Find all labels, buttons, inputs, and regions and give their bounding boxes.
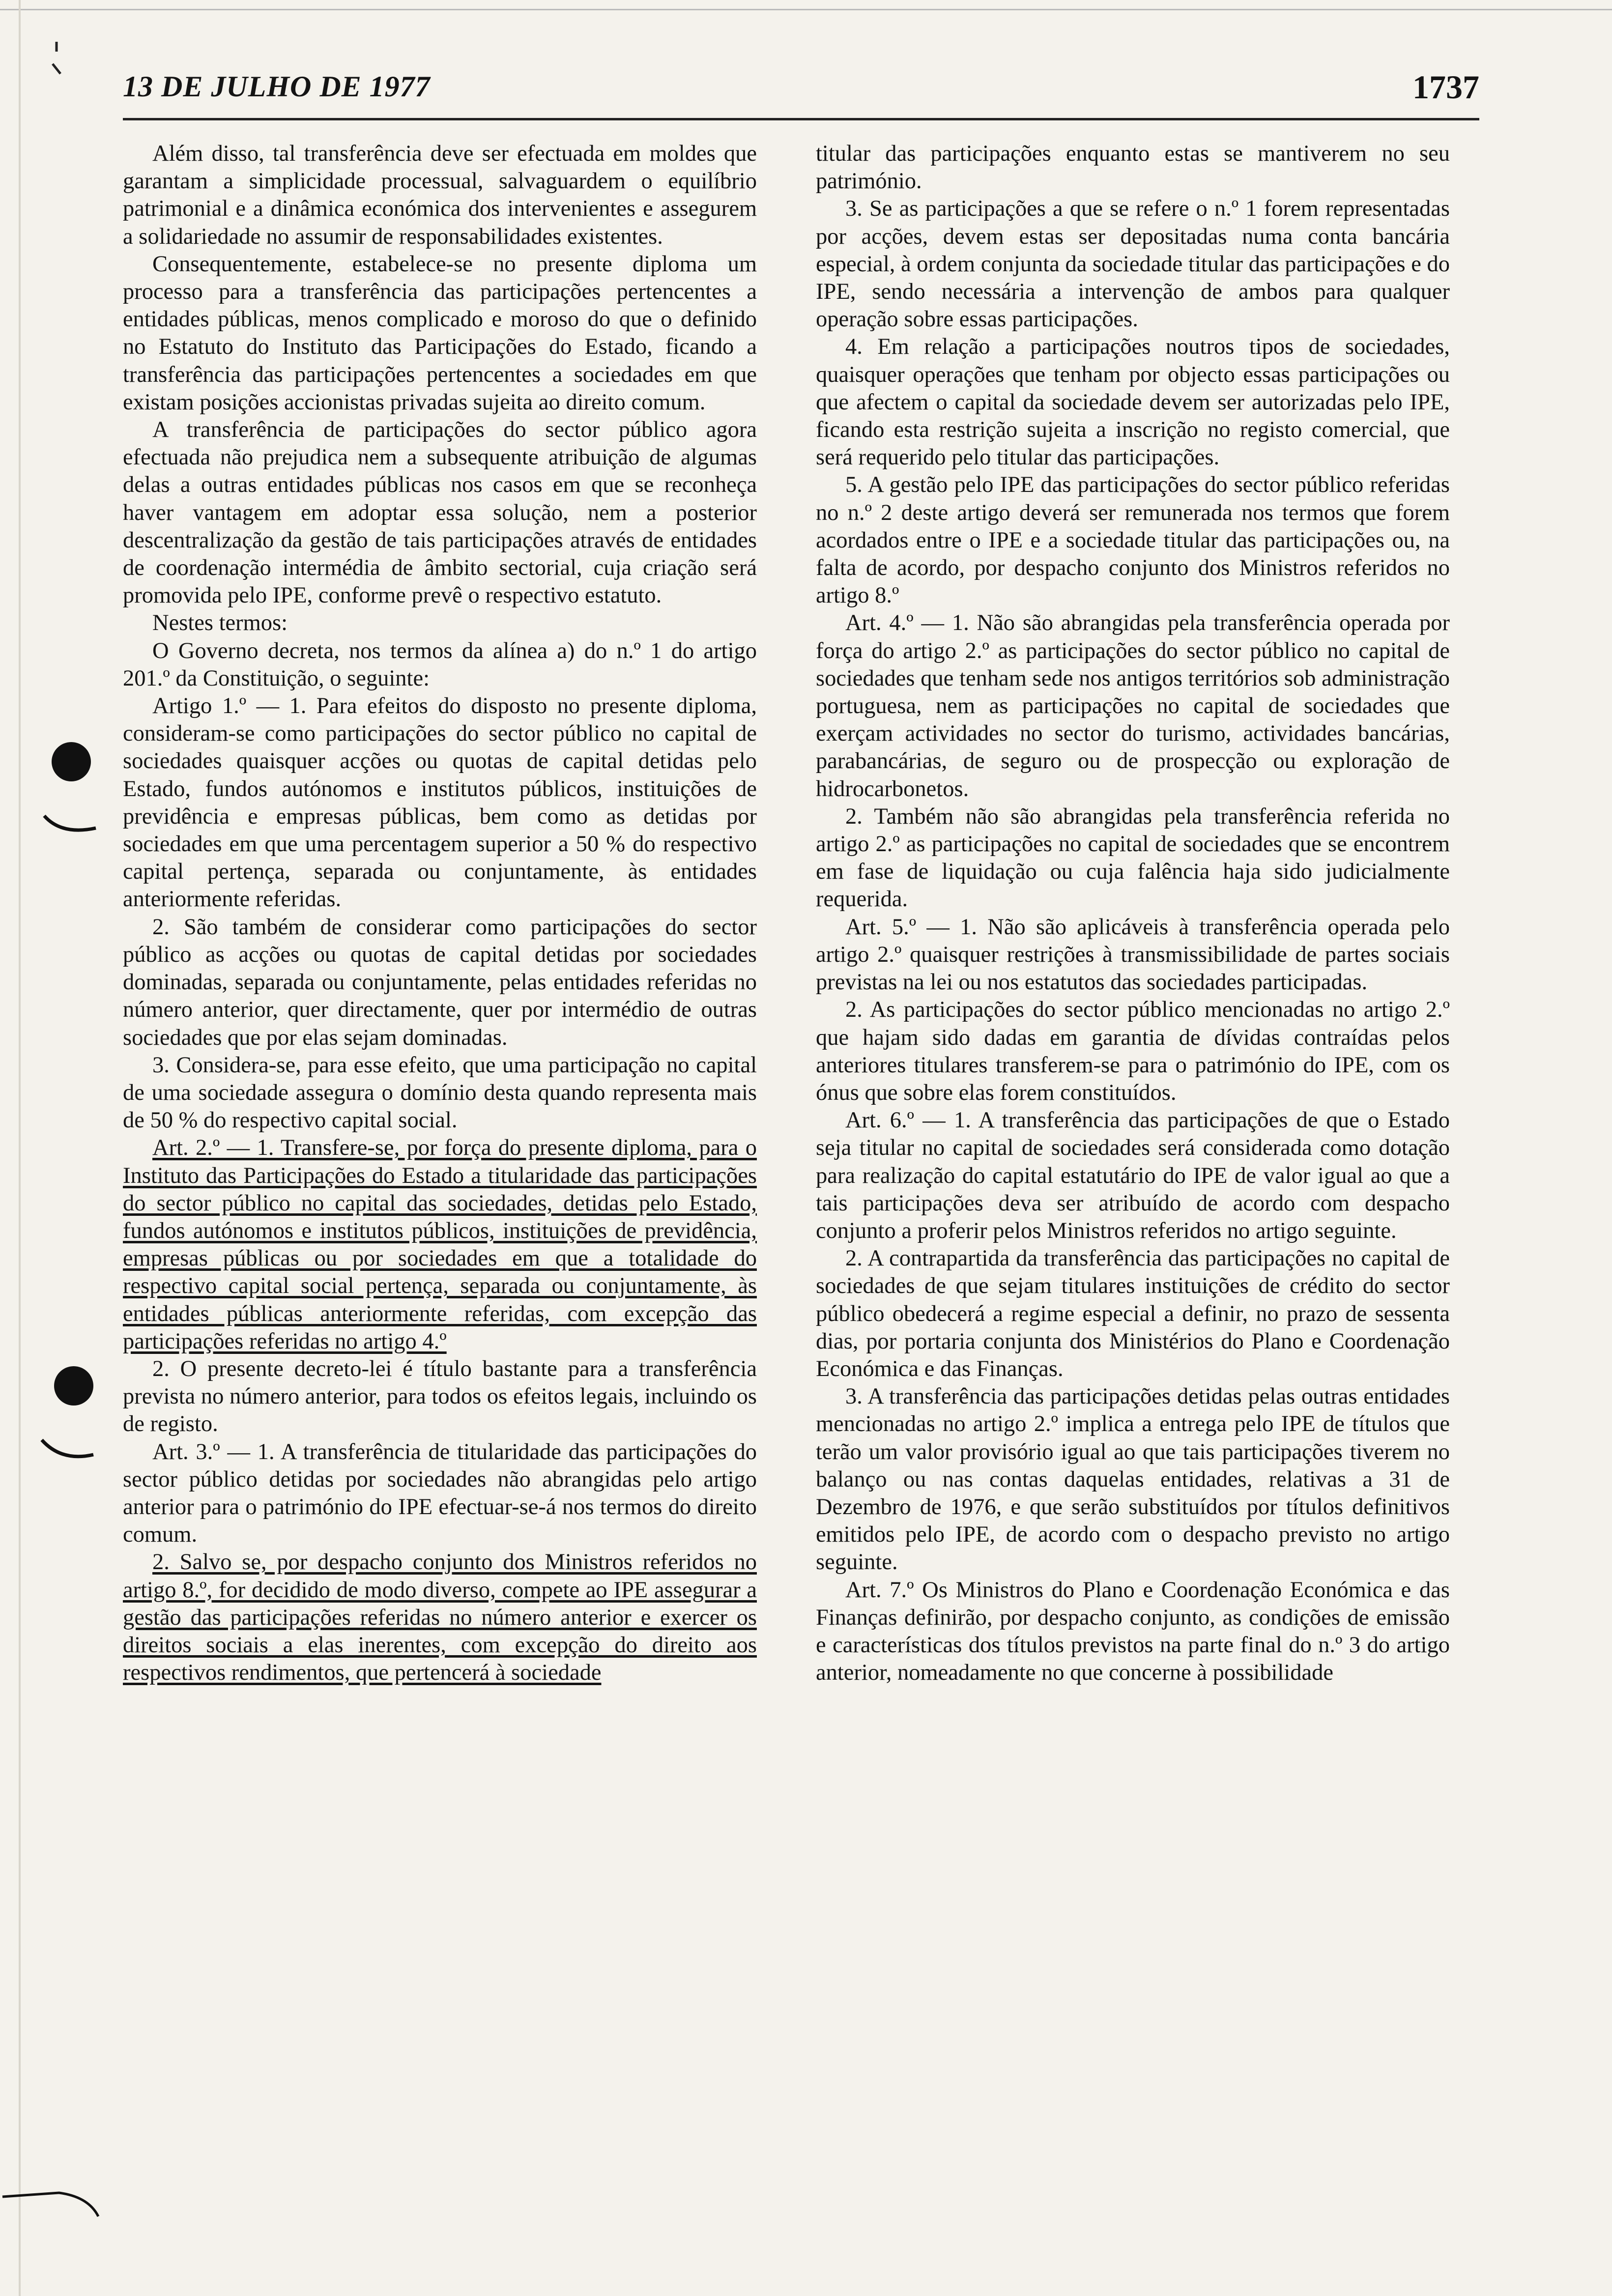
paragraph: titular das participações enquanto estas se mantiverem no seu património. <box>816 141 1450 194</box>
paragraph: 2. A contrapartida da transferência das participações no capital de sociedades de que sejam titulares instituições de crédito do sector público obedecerá a regime especial a definir, no prazo de sessenta dias, por portaria conjunta dos Ministérios do Plano e Coordenação Económica e das Finanças. <box>816 1246 1450 1381</box>
margin-scribble <box>42 806 101 840</box>
article-5-paragraph: Art. 5.º — 1. Não são aplicáveis à transferência operada pelo artigo 2.º quaisquer restrições à transmissibilidade de partes sociais previstas na lei ou nos estatutos das sociedades participadas. <box>816 914 1450 995</box>
paragraph: 5. A gestão pelo IPE das participações do sector público referidas no n.º 2 deste artigo deverá ser remunerada nos termos que forem acordados entre o IPE e a sociedade titular das participações ou, na falta de acordo, por despacho conjunto dos Ministros referidos no artigo 8.º <box>816 472 1450 608</box>
paragraph: 2. O presente decreto-lei é título bastante para a transferência prevista no número anterior, para todos os efeitos legais, incluindo os de registo. <box>123 1356 757 1437</box>
paragraph: 3. Se as participações a que se refere o n.º 1 forem representadas por acções, devem estas ser depositadas numa conta bancária especial, à ordem conjunta da sociedade titular das participações e do IPE, sendo necessária a intervenção de ambos para qualquer operação sobre essas participações. <box>816 196 1450 332</box>
paragraph: 4. Em relação a participações noutros tipos de sociedades, quaisquer operações que tenham por objecto essas participações ou que afectem o capital da sociedade devem ser autorizadas pelo IPE, ficando esta restrição sujeita a inscrição no registo comercial, que será requerido pelo titular das participações. <box>816 334 1450 470</box>
scan-binding-edge <box>19 0 21 2296</box>
paragraph: 2. As participações do sector público mencionadas no artigo 2.º que hajam sido dadas em garantia de dívidas contraídas pelos anteriores titulares transferem-se para o património do IPE, com os ónus que sobre elas forem constituídos. <box>816 997 1450 1105</box>
paragraph: O Governo decreta, nos termos da alínea a) do n.º 1 do artigo 201.º da Constituição, o seguinte: <box>123 638 757 691</box>
margin-scribble <box>39 1435 98 1469</box>
article-2-paragraph-underlined: Art. 2.º — 1. Transfere-se, por força do presente diploma, para o Instituto das Participações do Estado a titularidade das participações do sector público no capital das sociedades, detidas pelo Estado, fundos autónomos e institutos públicos, instituições de previdência, empresas públicas ou por sociedades em que a totalidade do respectivo capital social pertença, separada ou conjuntamente, às entidades públicas anteriormente referidas, com excepção das participações referidas no artigo 4.º <box>123 1135 757 1354</box>
paragraph: 2. Também não são abrangidas pela transferência referida no artigo 2.º as participações no capital de sociedades que se encontrem em fase de liquidação ou cuja falência haja sido judicialmente requerida. <box>816 804 1450 912</box>
paragraph: 3. Considera-se, para esse efeito, que uma participação no capital de uma sociedade assegura o domínio desta quando representa mais de 50 % do respectivo capital social. <box>123 1052 757 1133</box>
page-number: 1737 <box>1412 68 1479 106</box>
article-6-paragraph: Art. 6.º — 1. A transferência das participações de que o Estado seja titular no capital de sociedades será considerada como dotação para realização do capital estatutário do IPE de valor igual ao que a tais participações deva ser atribuído de acordo com despacho conjunto a proferir pelos Ministros referidos no artigo seguinte. <box>816 1108 1450 1243</box>
paragraph: 2. São também de considerar como participações do sector público as acções ou quotas de capital detidas por sociedades dominadas, separada ou conjuntamente, pelas entidades referidas no número anterior, quer directamente, quer por intermédio de outras sociedades que por elas sejam dominadas. <box>123 914 757 1050</box>
article-3-paragraph: Art. 3.º — 1. A transferência de titularidade das participações do sector público detidas por sociedades não abrangidas pelo artigo anterior para o património do IPE efectuar-se-á nos termos do direito comum. <box>123 1439 757 1548</box>
paragraph: Consequentemente, estabelece-se no presente diploma um processo para a transferência das participações pertencentes a entidades públicas, menos complicado e moroso do que o definido no Estatuto do Instituto das Participações do Estado, ficando a transferência das participações pertencentes a sociedades em que existam posições accionistas privadas sujeita ao direito comum. <box>123 251 757 415</box>
header-date: 13 DE JULHO DE 1977 <box>123 70 431 103</box>
margin-scribble <box>0 2182 108 2226</box>
paragraph: 3. A transferência das participações detidas pelas outras entidades mencionadas no artigo 2.º implica a entrega pelo IPE de títulos que terão um valor provisório igual ao que tais participações tiverem no balanço ou nas contas daquelas entidades, relativas a 31 de Dezembro de 1976, e que serão substituídos por títulos definitivos emitidos pelo IPE, de acordo com o despacho previsto no artigo seguinte. <box>816 1384 1450 1575</box>
article-4-paragraph: Art. 4.º — 1. Não são abrangidas pela transferência operada por força do artigo 2.º as participações do sector público no capital de sociedades que tenham sede nos antigos territórios sob administração portuguesa, nem as participações no capital de sociedades que exerçam actividades no sector do turismo, actividades bancárias, parabancárias, de seguro ou de prospecção ou exploração de hidrocarbonetos. <box>816 610 1450 802</box>
binder-hole-mark <box>52 742 91 781</box>
margin-tick <box>47 39 66 79</box>
right-column <box>816 140 1450 1687</box>
article-1-paragraph: Artigo 1.º — 1. Para efeitos do disposto no presente diploma, consideram-se como participações do sector público no capital de sociedades quaisquer acções ou quotas de capital detidas pelo Estado, fundos autónomos e institutos públicos, instituições de previdência e empresas públicas, bem como as detidas por sociedades em que uma percentagem superior a 50 % do respectivo capital pertença, separada ou conjuntamente, às entidades anteriormente referidas. <box>123 693 757 912</box>
paragraph-underlined: 2. Salvo se, por despacho conjunto dos Ministros referidos no artigo 8.º, for decidido de modo diverso, compete ao IPE assegurar a gestão das participações referidas no número anterior e exercer os direitos sociais a elas inerentes, com excepção do direito aos respectivos rendimentos, que pertencerá à sociedade <box>123 1550 757 1686</box>
page-header <box>123 64 1479 120</box>
left-column <box>123 140 757 1687</box>
binder-hole-mark <box>54 1366 93 1406</box>
article-7-paragraph: Art. 7.º Os Ministros do Plano e Coordenação Económica e das Finanças definirão, por despacho conjunto, as condições de emissão e características dos títulos previstos na parte final do n.º 3 do artigo anterior, nomeadamente no que concerne à possibilidade <box>816 1577 1450 1686</box>
paragraph: Nestes termos: <box>152 610 288 636</box>
paragraph: Além disso, tal transferência deve ser efectuada em moldes que garantam a simplicidade processual, salvaguardem o equilíbrio patrimonial e a dinâmica económica dos intervenientes e assegurem a solidariedade no assumir de responsabilidades existentes. <box>123 141 757 249</box>
paragraph: A transferência de participações do sector público agora efectuada não prejudica nem a subsequente atribuição de algumas delas a outras entidades públicas nos casos em que se reconheça haver vantagem em adoptar essa solução, nem a posterior descentralização da gestão de tais participações através de entidades de coordenação intermédia de âmbito sectorial, cuja criação será promovida pelo IPE, conforme prevê o respectivo estatuto. <box>123 417 757 608</box>
scan-top-line <box>0 9 1612 10</box>
